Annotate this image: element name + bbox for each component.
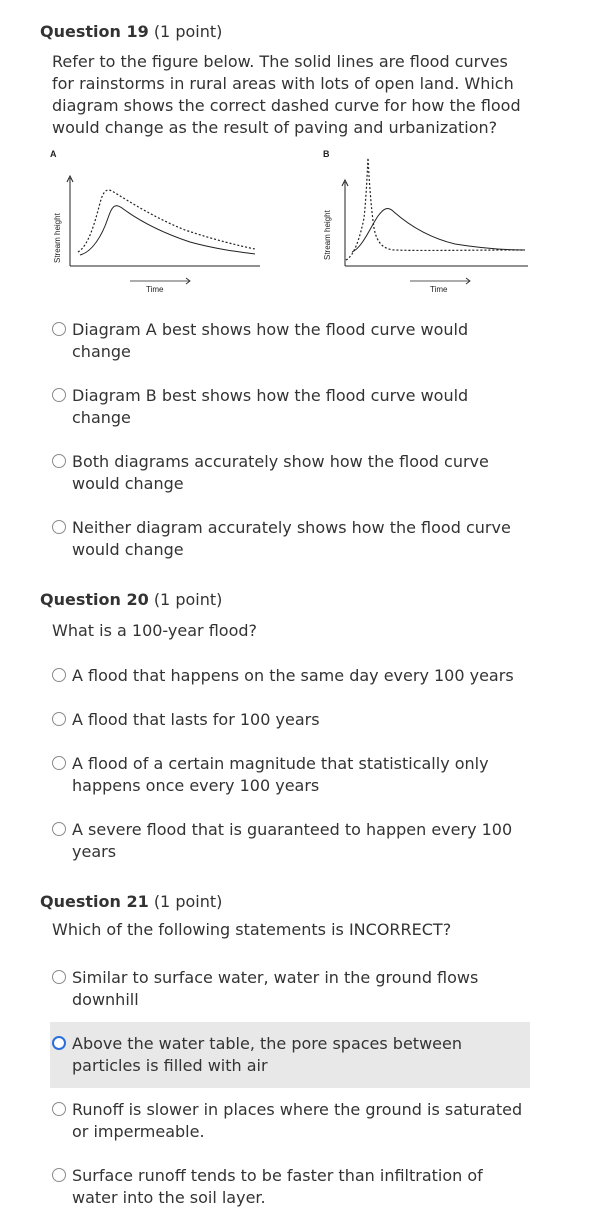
question-19-number: Question 19 — [40, 22, 149, 41]
q21-option-a[interactable] — [50, 967, 530, 1011]
diagram-b-xlabel: Time — [430, 285, 448, 294]
q21-option-c[interactable] — [50, 1099, 530, 1143]
option-label: A severe flood that is guaranteed to happen every 100 years — [72, 820, 513, 861]
radio-button[interactable] — [52, 1036, 66, 1050]
diagram-a-dashed-curve — [78, 190, 255, 252]
option-label: Runoff is slower in places where the ground is saturated or impermeable. — [72, 1100, 523, 1141]
q19-option-c[interactable] — [50, 451, 530, 495]
option-label: Both diagrams accurately show how the flood curve would change — [72, 452, 489, 493]
question-19-points: (1 point) — [153, 22, 223, 41]
diagram-a-axes — [67, 176, 260, 266]
question-19-text: Refer to the figure below. The solid lines are flood curves for rainstorms in rural areas with lots of open land. Which diagram shows the correct dashed curve for how the flood would change as the result of paving and urbanization? — [52, 52, 521, 137]
flood-curve-figure — [40, 148, 540, 298]
question-19-heading — [40, 22, 222, 41]
diagram-b-dashed-curve — [346, 158, 525, 260]
diagram-a-label: A — [50, 149, 57, 159]
question-20-text: What is a 100-year flood? — [52, 621, 257, 640]
radio-button[interactable] — [52, 756, 66, 770]
diagram-a-solid-curve — [80, 206, 255, 255]
option-label: A flood that lasts for 100 years — [72, 710, 320, 729]
radio-button[interactable] — [52, 520, 66, 534]
question-21-number: Question 21 — [40, 892, 149, 911]
radio-button[interactable] — [52, 454, 66, 468]
radio-button[interactable] — [52, 668, 66, 682]
q19-option-a[interactable] — [50, 319, 530, 363]
option-label: Surface runoff tends to be faster than infiltration of water into the soil layer. — [72, 1166, 483, 1207]
diagram-a-ylabel: Stream height — [53, 213, 62, 263]
option-label: A flood of a certain magnitude that statistically only happens once every 100 years — [72, 754, 489, 795]
option-label: Diagram B best shows how the flood curve would change — [72, 386, 469, 427]
diagram-a-xlabel: Time — [146, 285, 164, 294]
question-20-number: Question 20 — [40, 590, 149, 609]
option-label: Above the water table, the pore spaces between particles is filled with air — [72, 1034, 462, 1075]
option-label: Similar to surface water, water in the ground flows downhill — [72, 968, 479, 1009]
radio-button[interactable] — [52, 970, 66, 984]
option-label: Neither diagram accurately shows how the flood curve would change — [72, 518, 511, 559]
q20-option-b[interactable] — [50, 709, 530, 731]
q19-option-b[interactable] — [50, 385, 530, 429]
radio-button[interactable] — [52, 1102, 66, 1116]
radio-button[interactable] — [52, 1168, 66, 1182]
radio-button[interactable] — [52, 388, 66, 402]
q19-option-d[interactable] — [50, 517, 530, 561]
q20-option-a[interactable] — [50, 665, 530, 687]
q20-option-c[interactable] — [50, 753, 530, 797]
q21-option-b-highlighted[interactable] — [50, 1022, 530, 1088]
option-label: A flood that happens on the same day every 100 years — [72, 666, 514, 685]
diagram-b-label: B — [323, 149, 330, 159]
radio-button[interactable] — [52, 322, 66, 336]
radio-button[interactable] — [52, 712, 66, 726]
question-20-points: (1 point) — [153, 590, 223, 609]
q20-option-d[interactable] — [50, 819, 530, 863]
q21-option-d[interactable] — [50, 1165, 530, 1209]
question-21-text: Which of the following statements is INCORRECT? — [52, 920, 452, 939]
question-20-heading — [40, 590, 222, 609]
question-21-heading — [40, 892, 222, 911]
question-21-points: (1 point) — [153, 892, 223, 911]
option-label: Diagram A best shows how the flood curve would change — [72, 320, 469, 361]
diagram-b-ylabel: Stream height — [323, 210, 332, 260]
diagram-b-solid-curve — [352, 209, 525, 252]
radio-button[interactable] — [52, 822, 66, 836]
